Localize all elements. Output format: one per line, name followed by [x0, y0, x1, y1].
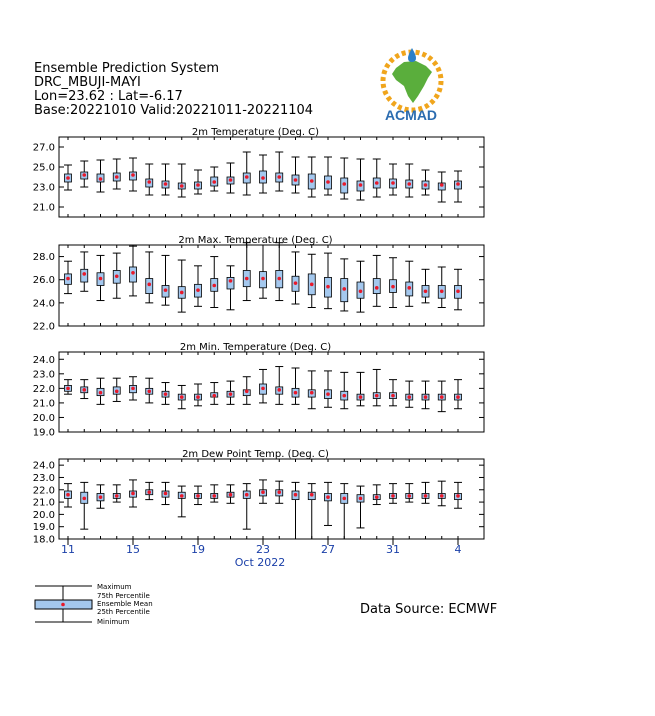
box-day-16 [308, 254, 316, 307]
box-day-21 [389, 258, 397, 308]
box-day-19 [357, 159, 365, 200]
mean-dot [229, 178, 233, 182]
mean-dot [131, 271, 135, 275]
box-day-9 [194, 384, 202, 406]
acmad-logo [383, 48, 441, 123]
ytick-label: 20.0 [32, 412, 55, 424]
box-day-4 [113, 159, 121, 189]
box-day-19 [357, 372, 365, 405]
legend-mean-label: Ensemble Mean [97, 600, 153, 608]
panel-1 [33, 127, 484, 217]
mean-dot [310, 179, 314, 183]
mean-dot [212, 180, 216, 184]
ytick-label: 19.0 [32, 522, 55, 534]
header-dates: Base:20221010 Valid:20221011-20221104 [34, 103, 314, 118]
mean-dot [407, 395, 411, 399]
box-day-1 [64, 484, 72, 507]
box-day-15 [292, 252, 300, 304]
box-day-9 [194, 486, 202, 504]
box-day-14 [275, 152, 283, 191]
ytick-label: 20.0 [32, 509, 55, 521]
box-day-20 [373, 255, 381, 306]
box-day-24 [438, 172, 446, 202]
box-day-6 [145, 482, 153, 499]
box-day-17 [324, 482, 332, 525]
panel-frame [59, 137, 484, 217]
box-day-11 [227, 485, 235, 503]
mean-dot [180, 291, 184, 295]
box-day-7 [162, 255, 170, 305]
box-day-10 [210, 485, 218, 502]
panel-title: 2m Max. Temperature (Deg. C) [178, 235, 333, 246]
mean-dot [261, 490, 265, 494]
mean-dot [115, 274, 119, 278]
mean-dot [310, 283, 314, 287]
xtick-label: 31 [386, 543, 400, 556]
mean-dot [164, 182, 168, 186]
box-day-8 [178, 164, 186, 197]
mean-dot [147, 490, 151, 494]
mean-dot [131, 173, 135, 177]
box-day-21 [389, 380, 397, 406]
box-day-13 [259, 369, 267, 402]
mean-dot [277, 388, 281, 392]
mean-dot [440, 395, 444, 399]
mean-dot [261, 176, 265, 180]
box-day-10 [210, 383, 218, 405]
mean-dot [229, 493, 233, 497]
mean-dot [229, 392, 233, 396]
box-day-4 [113, 485, 121, 502]
box-day-1 [64, 380, 72, 395]
mean-dot [164, 392, 168, 396]
mean-dot [99, 177, 103, 181]
box-day-10 [210, 167, 218, 191]
box-day-11 [227, 163, 235, 193]
mean-dot [326, 180, 330, 184]
box-day-25 [454, 482, 462, 508]
mean-dot [261, 277, 265, 281]
box-day-5 [129, 480, 137, 507]
panel-title: 2m Dew Point Temp. (Deg. C) [182, 449, 329, 460]
box-day-18 [340, 259, 348, 311]
mean-dot [261, 387, 265, 391]
mean-dot [407, 494, 411, 498]
box-day-22 [405, 164, 413, 197]
ytick-label: 28.0 [32, 252, 55, 264]
mean-dot [326, 495, 330, 499]
mean-dot [196, 395, 200, 399]
mean-dot [82, 497, 86, 501]
ytick-label: 26.0 [32, 275, 55, 287]
ytick-label: 25.0 [32, 162, 55, 174]
mean-dot [99, 277, 103, 281]
box-day-12 [243, 152, 251, 195]
mean-dot [294, 281, 298, 285]
mean-dot [310, 493, 314, 497]
panel-3 [33, 342, 484, 439]
mean-dot [82, 272, 86, 276]
mean-dot [391, 394, 395, 398]
panel-frame [59, 459, 484, 539]
box-day-11 [227, 381, 235, 404]
box-day-17 [324, 371, 332, 407]
logo-text: ACMAD [384, 107, 438, 123]
box-day-15 [292, 482, 300, 539]
mean-dot [147, 389, 151, 393]
box-day-1 [64, 261, 72, 293]
box-day-6 [145, 164, 153, 195]
box-day-18 [340, 484, 348, 539]
panel-frame [59, 352, 484, 432]
mean-dot [375, 495, 379, 499]
mean-dot [407, 182, 411, 186]
mean-dot [407, 286, 411, 290]
xtick-label: 15 [126, 543, 140, 556]
header-coords: Lon=23.62 : Lat=-6.17 [34, 89, 183, 104]
mean-dot [82, 173, 86, 177]
header-title: Ensemble Prediction System [34, 61, 220, 76]
mean-dot [277, 490, 281, 494]
box-day-16 [308, 157, 316, 197]
mean-dot [99, 495, 103, 499]
mean-dot [115, 494, 119, 498]
mean-dot [131, 387, 135, 391]
box-day-16 [308, 371, 316, 409]
mean-dot [131, 492, 135, 496]
box-day-2 [80, 161, 88, 187]
box-day-2 [80, 482, 88, 529]
ytick-label: 24.0 [32, 298, 55, 310]
box-day-25 [454, 269, 462, 310]
mean-dot [456, 494, 460, 498]
box-day-14 [275, 367, 283, 405]
mean-dot [342, 182, 346, 186]
mean-dot [277, 277, 281, 281]
mean-dot [66, 493, 70, 497]
box-day-7 [162, 164, 170, 195]
ytick-label: 21.0 [32, 398, 55, 410]
ytick-label: 23.0 [32, 472, 55, 484]
box-day-14 [275, 243, 283, 301]
box-day-22 [405, 261, 413, 306]
box-day-8 [178, 486, 186, 517]
xtick-label: 19 [191, 543, 205, 556]
box-day-3 [97, 378, 105, 404]
xtick-label: 4 [454, 543, 462, 556]
legend-p75-label: 75th Percentile [97, 592, 150, 600]
xtick-label: 27 [321, 543, 335, 556]
box-day-3 [97, 255, 105, 300]
mean-dot [212, 494, 216, 498]
mean-dot [294, 391, 298, 395]
box-day-24 [438, 481, 446, 506]
mean-dot [342, 497, 346, 501]
legend-mean-dot [61, 603, 65, 607]
box-day-12 [243, 243, 251, 301]
mean-dot [147, 283, 151, 287]
box-day-11 [227, 266, 235, 310]
mean-dot [424, 395, 428, 399]
mean-dot [342, 394, 346, 398]
mean-dot [375, 181, 379, 185]
mean-dot [245, 389, 249, 393]
mean-dot [391, 181, 395, 185]
box-day-24 [438, 267, 446, 308]
mean-dot [277, 175, 281, 179]
mean-dot [115, 175, 119, 179]
box-day-25 [454, 380, 462, 409]
box-day-19 [357, 261, 365, 312]
ytick-label: 22.0 [32, 485, 55, 497]
box-day-5 [129, 158, 137, 191]
mean-dot [245, 493, 249, 497]
box-day-15 [292, 157, 300, 193]
mean-dot [359, 289, 363, 293]
box-day-4 [113, 253, 121, 298]
mean-dot [359, 183, 363, 187]
box-day-14 [275, 481, 283, 503]
box-day-4 [113, 378, 121, 401]
ytick-label: 24.0 [32, 460, 55, 472]
panel-title: 2m Temperature (Deg. C) [191, 127, 320, 138]
mean-dot [310, 391, 314, 395]
box-day-21 [389, 484, 397, 504]
box-day-7 [162, 482, 170, 504]
mean-dot [424, 494, 428, 498]
logo-africa-shape [392, 61, 432, 103]
mean-dot [115, 389, 119, 393]
mean-dot [440, 289, 444, 293]
mean-dot [440, 183, 444, 187]
mean-dot [180, 494, 184, 498]
box-day-24 [438, 381, 446, 412]
box-day-1 [64, 165, 72, 190]
mean-dot [66, 387, 70, 391]
data-source-label: Data Source: ECMWF [360, 602, 498, 617]
mean-dot [342, 287, 346, 291]
box-day-8 [178, 260, 186, 312]
box-day-10 [210, 257, 218, 308]
mean-dot [164, 288, 168, 292]
mean-dot [82, 388, 86, 392]
mean-dot [456, 395, 460, 399]
legend-p25-label: 25th Percentile [97, 608, 150, 616]
ytick-label: 24.0 [32, 354, 55, 366]
box-day-13 [259, 480, 267, 503]
mean-dot [147, 180, 151, 184]
mean-dot [245, 277, 249, 281]
mean-dot [66, 176, 70, 180]
ytick-label: 22.0 [32, 321, 55, 333]
mean-dot [196, 288, 200, 292]
mean-dot [375, 394, 379, 398]
box-day-17 [324, 157, 332, 195]
box-day-22 [405, 484, 413, 502]
mean-dot [424, 289, 428, 293]
box-day-2 [80, 252, 88, 291]
box-day-5 [129, 377, 137, 400]
box-day-13 [259, 245, 267, 298]
ytick-label: 23.0 [32, 369, 55, 381]
mean-dot [212, 284, 216, 288]
header-station: DRC_MBUJI-MAYI [34, 75, 141, 90]
mean-dot [456, 289, 460, 293]
mean-dot [212, 394, 216, 398]
ytick-label: 21.0 [32, 497, 55, 509]
ytick-label: 21.0 [32, 202, 55, 214]
box-day-20 [373, 369, 381, 405]
xtick-label: 23 [256, 543, 270, 556]
ytick-label: 19.0 [32, 427, 55, 439]
panel-4 [33, 449, 484, 546]
panel-frame [59, 245, 484, 326]
box-day-7 [162, 383, 170, 405]
box-day-6 [145, 252, 153, 303]
panel-title: 2m Min. Temperature (Deg. C) [179, 342, 332, 353]
mean-dot [180, 184, 184, 188]
mean-dot [391, 494, 395, 498]
box-day-2 [80, 380, 88, 399]
ytick-label: 23.0 [32, 182, 55, 194]
box-day-23 [422, 381, 430, 409]
mean-dot [99, 391, 103, 395]
mean-dot [196, 183, 200, 187]
mean-dot [456, 182, 460, 186]
mean-dot [245, 175, 249, 179]
ytick-label: 27.0 [32, 142, 55, 154]
mean-dot [424, 183, 428, 187]
mean-dot [359, 497, 363, 501]
box-day-13 [259, 155, 267, 193]
mean-dot [326, 392, 330, 396]
mean-dot [229, 279, 233, 283]
box-day-9 [194, 170, 202, 194]
box-day-5 [129, 246, 137, 296]
box-day-16 [308, 484, 316, 539]
box-day-19 [357, 486, 365, 528]
legend-maximum-label: Maximum [97, 583, 132, 591]
legend [35, 583, 153, 626]
box-day-3 [97, 160, 105, 192]
mean-dot [294, 493, 298, 497]
box-day-15 [292, 368, 300, 404]
box-day-23 [422, 269, 430, 303]
box-day-20 [373, 159, 381, 197]
mean-dot [326, 285, 330, 289]
box-day-3 [97, 485, 105, 508]
mean-dot [359, 395, 363, 399]
mean-dot [66, 277, 70, 281]
box-day-20 [373, 485, 381, 505]
box-day-12 [243, 377, 251, 405]
mean-dot [294, 178, 298, 182]
box-day-25 [454, 171, 462, 202]
box-day-8 [178, 385, 186, 408]
box-day-9 [194, 266, 202, 307]
ytick-label: 22.0 [32, 383, 55, 395]
ytick-label: 18.0 [32, 534, 55, 546]
box-day-18 [340, 158, 348, 199]
box-day-23 [422, 482, 430, 503]
mean-dot [164, 492, 168, 496]
mean-dot [180, 395, 184, 399]
xaxis-month-label: Oct 2022 [234, 556, 286, 569]
box-day-12 [243, 484, 251, 530]
mean-dot [375, 286, 379, 290]
box-day-6 [145, 378, 153, 403]
box-day-22 [405, 381, 413, 407]
box-day-23 [422, 170, 430, 195]
xtick-label: 11 [61, 543, 75, 556]
box-day-21 [389, 164, 397, 195]
mean-dot [440, 494, 444, 498]
mean-dot [391, 285, 395, 289]
mean-dot [196, 494, 200, 498]
legend-minimum-label: Minimum [97, 618, 130, 626]
box-day-17 [324, 253, 332, 309]
box-day-18 [340, 372, 348, 408]
panel-2 [33, 235, 484, 333]
